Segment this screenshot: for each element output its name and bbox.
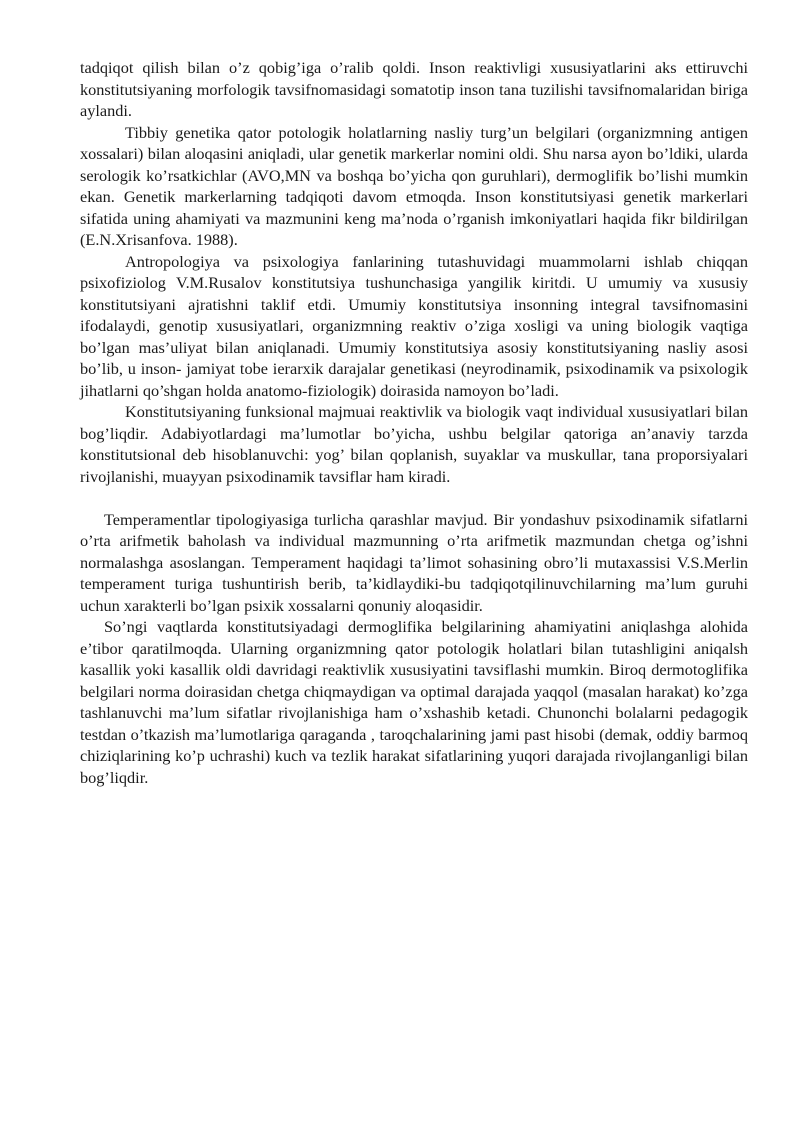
paragraph-4: Konstitutsiyaning funksional majmuai reaktivlik va biologik vaqt individual xususiyatlari bilan bog’liqdir. Adabiyotlardagi ma’lumotlar bo’yicha, ushbu belgilar qatoriga an’anaviy tarzda konstitutsional deb hisoblanuvchi: yog’ bilan qoplanish, suyaklar va muskullar, tana proporsiyalari rivojlanishi, muayyan psixodinamik tavsiflar ham kiradi. <box>80 402 748 486</box>
paragraph-2: Tibbiy genetika qator potologik holatlarning nasliy turg’un belgilari (organizmning antigen xossalari) bilan aloqasini aniqladi, ular genetik markerlar nomini oldi. Shu narsa ayon bo’ldiki, ularda serologik ko’rsatkichlar (AVO,MN va boshqa bo’yicha qon guruhlari), dermoglifik bo’lishi mumkin ekan. Genetik markerlarning tadqiqoti davom etmoqda. Inson konstitutsiyasi genetik markerlari sifatida uning ahamiyati va mazmunini keng ma’noda o’rganish imkoniyatlari haqida fikr bildirilgan (E.N.Xrisanfova. 1988). <box>80 122 748 249</box>
paragraph-3: Antropologiya va psixologiya fanlarining tutashuvidagi muammolarni ishlab chiqqan psixofiziolog V.M.Rusalov konstitutsiya tushunchasiga yangilik kiritdi. U umumiy va xususiy konstitutsiyani ajratishni taklif etdi. Umumiy konstitutsiya insonning integral tavsifnomasini ifodalaydi, genotip xususiyatlari, organizmning reaktiv o’ziga xosligi va uning biologik vaqtiga bo’lgan mas’uliyat bilan aniqlanadi. Umumiy konstitutsiya asosiy konstitutsiyaning nasliy asosi bo’lib, u inson- jamiyat tobe ierarxik darajalar genetikasi (neyrodinamik, psixodinamik va psixologik jihatlarni qo’shgan holda anatomo-fiziologik) doirasida namoyon bo’ladi. <box>80 251 748 400</box>
paragraph-1: tadqiqot qilish bilan o’z qobig’iga o’ralib qoldi. Inson reaktivligi xususiyatlarini aks ettiruvchi konstitutsiyaning morfologik tavsifnomasidagi somatotip inson tana tuzilishi tavsifnomalaridan biriga aylandi. <box>80 58 748 120</box>
paragraph-6: So’ngi vaqtlarda konstitutsiyadagi dermoglifika belgilarining ahamiyatini aniqlashga alohida e’tibor qaratilmoqda. Ularning organizmning qator potologik holatlari bilan tutashligini aniqalsh kasallik yoki kasallik oldi davridagi reaktivlik xususiyatini tavsiflashi mumkin. Biroq dermotoglifika belgilari norma doirasidan chetga chiqmaydigan va optimal darajada yaqqol (masalan harakat) ko’zga tashlanuvchi ma’lum sifatlar rivojlanishiga ham o’xshashib ketadi. Chunonchi bolalarni pedagogik testdan o’tkazish ma’lumotlariga qaraganda , taroqchalarining jami past hisobi (demak, oddiy barmoq chiziqlarining ko’p uchrashi) kuch va tezlik harakat sifatlarining yuqori darajada rivojlanganligi bilan bog’liqdir. <box>80 617 748 787</box>
document-page <box>80 57 748 788</box>
paragraph-gap <box>80 487 748 509</box>
paragraph-5: Temperamentlar tipologiyasiga turlicha qarashlar mavjud. Bir yondashuv psixodinamik sifatlarni o’rta arifmetik baholash va individual mazmunning o’rta arifmetik mazmundan chetga og’ishni normalashga asoslangan. Temperament haqidagi ta’limot sohasining obro’li mutaxassisi V.S.Merlin temperament turiga tushuntirish berib, ta’kidlaydiki-bu tadqiqotqilinuvchilarning ma’lum guruhi uchun xarakterli bo’lgan psixik xossalarni qonuniy aloqasidir. <box>80 509 748 615</box>
